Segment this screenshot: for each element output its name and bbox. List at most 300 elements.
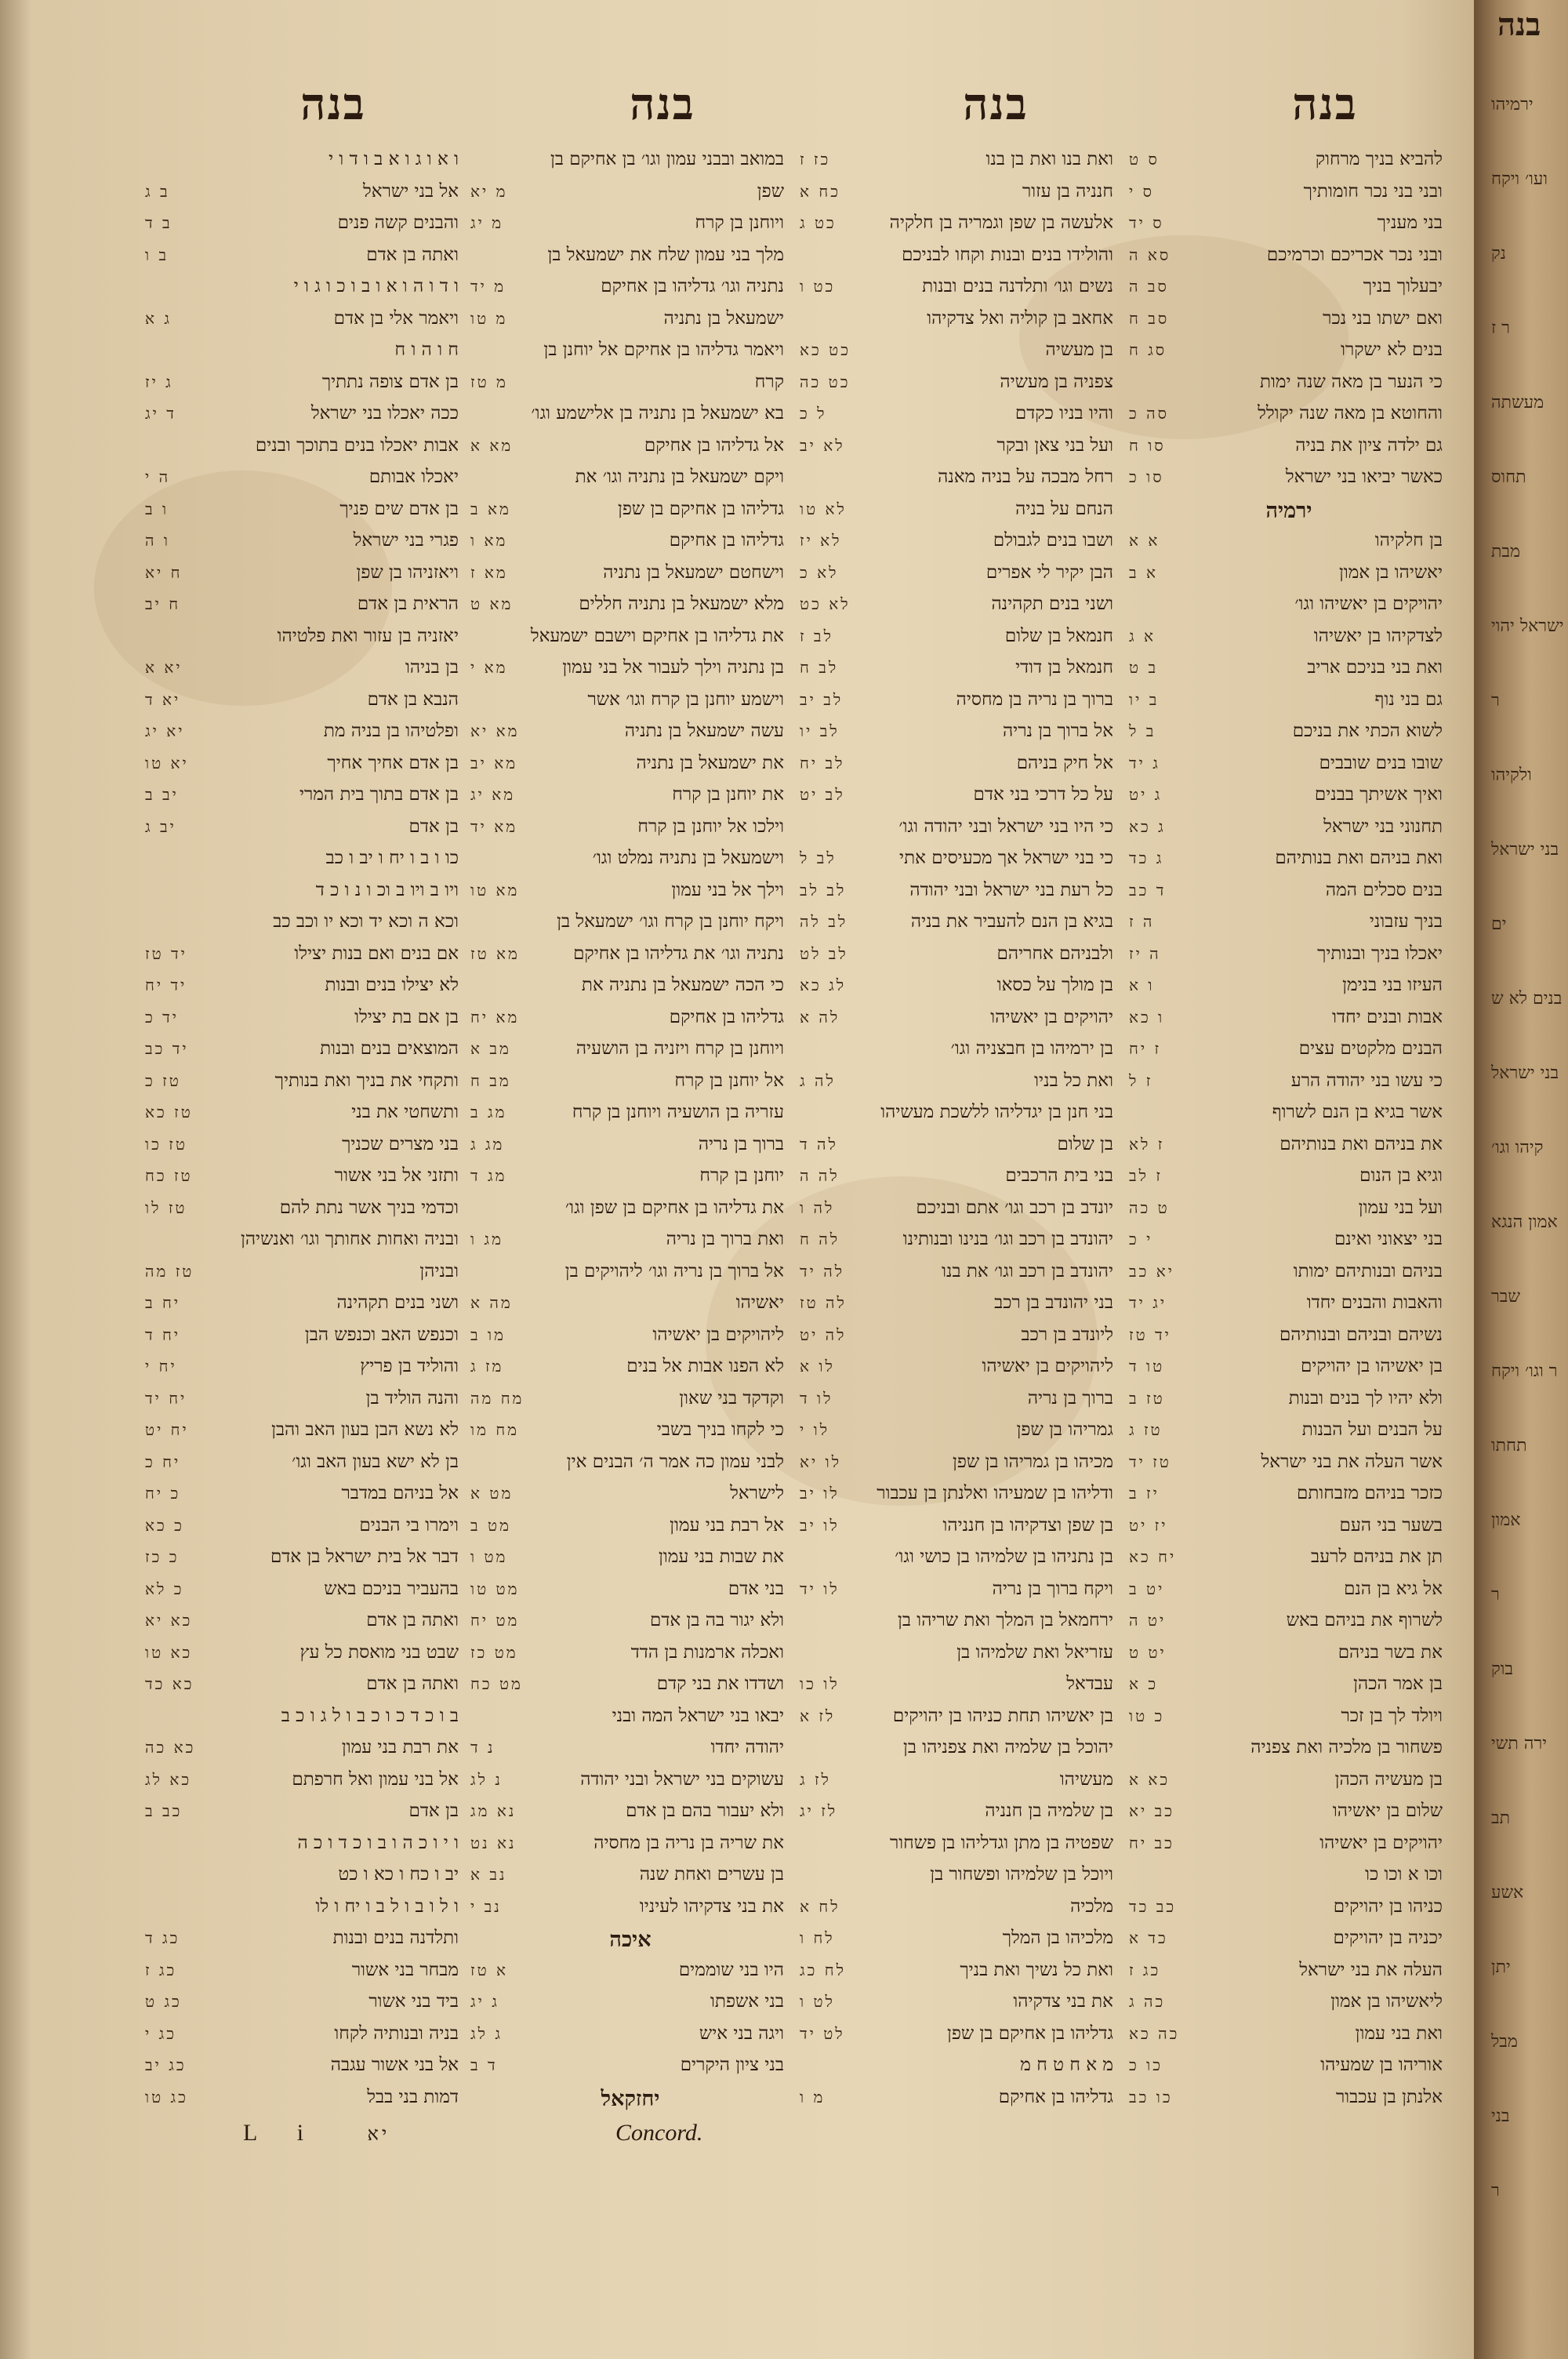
- concordance-entry: [800, 1070, 1113, 1103]
- entry-reference: ח יב: [145, 594, 181, 613]
- entry-text: הנחם על בניה: [1015, 498, 1113, 519]
- entry-text: אשר העלה את בני ישראל: [1261, 1451, 1443, 1472]
- entry-text: ישמעאל בן נתניה: [663, 307, 784, 329]
- entry-reference: יא ד: [145, 689, 181, 709]
- entry-text: בני חנן בן יגדליהו ללשכת מעשיהו: [880, 1102, 1113, 1122]
- entry-text: וישמעאל בן נתניה נמלט וגו׳: [592, 848, 784, 868]
- entry-reference: לא יב: [800, 435, 845, 455]
- entry-text: אבות ובנים יחדו: [1332, 1006, 1443, 1027]
- concordance-entry: [470, 403, 784, 435]
- concordance-entry: [145, 1610, 459, 1642]
- concordance-entry: [470, 149, 784, 181]
- concordance-entry: [800, 1833, 1113, 1865]
- entry-text: בן עשרים ואחת שנה: [639, 1864, 784, 1885]
- entry-text: אל ברוך בן נריה: [1002, 721, 1113, 741]
- entry-text: יהוכל בן שלמיה ואת צפניהו בן: [903, 1737, 1113, 1757]
- entry-text: ושני בנים תקהינה: [991, 594, 1113, 614]
- entry-reference: לו יב: [800, 1515, 840, 1535]
- entry-text: וילכו אל יוחנן בן קרח: [637, 816, 784, 837]
- entry-reference: טז מה: [145, 1261, 194, 1281]
- entry-text: ויאמר גדליהו בן אחיקם אל יוחנן בן: [543, 340, 784, 360]
- entry-reference: מא ו: [470, 531, 508, 550]
- entry-text: יהויקים בן יאשיהו: [1319, 1832, 1443, 1853]
- spine-line: שבר: [1491, 1287, 1520, 1307]
- concordance-entry: [800, 2023, 1113, 2055]
- concordance-entry: [470, 1960, 784, 1992]
- concordance-entry: [800, 372, 1113, 404]
- entry-text: בניה ובנותיה לקחו: [334, 2023, 459, 2044]
- concordance-entry: [800, 1292, 1113, 1325]
- entry-text: את גדליהו בן אחיקם וישבם ישמעאל: [530, 625, 784, 646]
- concordance-entry: [145, 943, 459, 976]
- concordance-entry: [470, 1579, 784, 1611]
- spine-line: ר: [1491, 1585, 1500, 1605]
- entry-text: ככה יאכלו בני ישראל: [310, 403, 459, 423]
- entry-text: בן אדם צופה נתתיך: [321, 371, 459, 392]
- concordance-entry: [470, 816, 784, 849]
- concordance-entry: [800, 1737, 1113, 1769]
- entry-text: בן מולך על כסאו: [996, 975, 1113, 995]
- running-header: בנה: [963, 78, 1029, 130]
- entry-reference: מט כז: [470, 1642, 518, 1662]
- concordance-entry: [1129, 975, 1443, 1007]
- concordance-entry: [1129, 340, 1443, 372]
- concordance-entry: [145, 1737, 459, 1769]
- concordance-entry: [145, 530, 459, 562]
- entry-reference: ג יט: [1129, 785, 1163, 804]
- entry-text: וכו א וכו כו: [1365, 1864, 1443, 1885]
- entry-reference: סב ה: [1129, 277, 1169, 296]
- concordance-entry: [800, 562, 1113, 594]
- concordance-entry: [1129, 657, 1443, 689]
- entry-text: והבנים קשה פנים: [337, 213, 459, 233]
- entry-reference: מא יא: [470, 722, 520, 740]
- entry-text: ואתה בן אדם: [366, 244, 459, 265]
- concordance-entry: [470, 2055, 784, 2087]
- entry-reference: ב ט: [1129, 658, 1159, 677]
- entry-text: בן מעשיה הכהן: [1334, 1768, 1443, 1790]
- entry-reference: לח א: [800, 1896, 840, 1916]
- entry-text: ח ו ה ו ח: [394, 340, 459, 360]
- entry-text: יבעלוך בניך: [1363, 276, 1443, 296]
- concordance-entry: [470, 1388, 784, 1420]
- concordance-entry: [145, 499, 459, 531]
- entry-text: גם ילדה ציון את בניה: [1295, 434, 1443, 456]
- entry-text: גם בני נוף: [1374, 689, 1443, 710]
- spine-line: בוק: [1491, 1659, 1514, 1679]
- spine-line: מעשתה: [1491, 393, 1544, 413]
- concordance-entry: [1129, 2023, 1443, 2055]
- entry-reference: כד א: [1129, 1928, 1168, 1947]
- concordance-entry: [145, 1833, 459, 1865]
- entry-reference: לו ד: [800, 1388, 833, 1408]
- concordance-entry: [1129, 181, 1443, 213]
- entry-text: ואתה בן אדם: [366, 1674, 459, 1694]
- entry-text: כי הכה ישמעאל בן נתניה את: [581, 975, 784, 995]
- spine-line: אמון הנגא: [1491, 1212, 1558, 1232]
- entry-text: בניך עזבוני: [1369, 911, 1443, 932]
- concordance-entry: [800, 848, 1113, 880]
- concordance-entry: [800, 403, 1113, 435]
- entry-reference: לט יד: [800, 2023, 845, 2043]
- concordance-entry: [1129, 594, 1443, 626]
- entry-reference: מא טו: [470, 880, 520, 900]
- concordance-entry: [1129, 1737, 1443, 1769]
- concordance-entry: [800, 784, 1113, 816]
- concordance-entry: [145, 213, 459, 245]
- entry-reference: כ כז: [145, 1547, 180, 1566]
- entry-reference: נא מג: [470, 1801, 517, 1820]
- entry-text: יאשיהו: [735, 1292, 784, 1313]
- entry-text: וכדמי בניך אשר נתת להם: [279, 1197, 459, 1218]
- concordance-entry: [145, 816, 459, 849]
- concordance-entry: [470, 943, 784, 976]
- entry-text: ויקם ישמעאל בן נתניה וגו׳ את: [575, 467, 784, 487]
- entry-reference: לא כט: [800, 594, 851, 613]
- entry-reference: לא טו: [800, 499, 847, 518]
- concordance-entry: [1129, 1801, 1443, 1833]
- entry-text: לבני עמון כה אמר ה׳ הבנים אין: [566, 1451, 784, 1472]
- entry-text: אשר בגיא בן הנם לשרוף: [1272, 1102, 1443, 1122]
- entry-text: והאבות והבנים יחדו: [1306, 1292, 1443, 1313]
- concordance-entry: [800, 975, 1113, 1007]
- spine-line: ישראל יהוי: [1491, 616, 1564, 636]
- entry-text: ב ו כ ד כ ו כ ב ו ל ג ו כ ב: [281, 1705, 459, 1726]
- entry-text: ובניה ואחות אחותך וגו׳ ואנשיהן: [240, 1229, 459, 1249]
- concordance-entry: [1129, 880, 1443, 912]
- concordance-entry: [1129, 530, 1443, 562]
- concordance-entry: [1129, 1165, 1443, 1198]
- entry-reference: ב ו: [145, 245, 169, 264]
- concordance-entry: [1129, 372, 1443, 404]
- entry-reference: מה א: [470, 1293, 513, 1312]
- entry-reference: טז כא: [145, 1103, 193, 1121]
- concordance-entry: [470, 245, 784, 277]
- concordance-entry: [1129, 1515, 1443, 1547]
- concordance-entry: [470, 181, 784, 213]
- entry-column: [470, 149, 784, 2117]
- concordance-entry: [470, 467, 784, 499]
- entry-reference: כט ו: [800, 277, 836, 296]
- entry-text: מבחר בני אשור: [351, 1959, 459, 1980]
- concordance-entry: [145, 1642, 459, 1674]
- entry-reference: מא ב: [470, 499, 511, 518]
- entry-reference: ו ב: [145, 499, 169, 518]
- concordance-entry: [470, 911, 784, 943]
- entry-text: נתניה וגו׳ גדליהו בן אחיקם: [601, 276, 784, 296]
- entry-text: יהונדב בן רכב וגו׳ את בנו: [942, 1260, 1113, 1281]
- entry-reference: טו ד: [1129, 1357, 1165, 1376]
- entry-text: אבות יאכלו בנים בתוכך ובנים: [255, 434, 459, 456]
- entry-reference: כב יא: [1129, 1801, 1175, 1820]
- entry-reference: ב ג: [145, 181, 170, 201]
- entry-text: ולא יעבור בהם בן אדם: [626, 1801, 784, 1821]
- entry-text: פגרי בני ישראל: [353, 530, 459, 551]
- catchword: Concord.: [615, 2120, 703, 2146]
- entry-text: רחל מבכה על בניה מאנה: [938, 467, 1113, 487]
- entry-text: נתניה וגו׳ את גדליהו בן אחיקם: [573, 943, 784, 964]
- entry-reference: מט ב: [470, 1515, 511, 1535]
- concordance-entry: [145, 1928, 459, 1960]
- entry-text: נשים וגו׳ ותלדנה בנים ובנות: [922, 276, 1113, 296]
- concordance-entry: [470, 1642, 784, 1674]
- spine-line: ר ז: [1491, 318, 1510, 338]
- concordance-entry: [145, 1864, 459, 1896]
- entry-text: בניהם ובנותיהם ימותו: [1293, 1260, 1443, 1281]
- entry-reference: יד יח: [145, 976, 187, 994]
- spine-line: בני ישראל: [1491, 840, 1559, 860]
- entry-reference: יא א: [145, 658, 183, 677]
- concordance-entry: [470, 340, 784, 372]
- concordance-entry: [145, 1674, 459, 1706]
- concordance-entry: [800, 2087, 1113, 2118]
- entry-reference: לו יב: [800, 1484, 840, 1503]
- spine-line: מבת: [1491, 542, 1521, 562]
- concordance-entry: [470, 1674, 784, 1706]
- concordance-entry: [1129, 816, 1443, 849]
- entry-reference: מ טו: [470, 308, 508, 328]
- entry-text: את שריה בן נריה בן מחסיה: [593, 1832, 784, 1853]
- entry-reference: לה א: [800, 1007, 840, 1027]
- concordance-entry: [800, 1579, 1113, 1611]
- entry-text: ו י ו כ ה ו ב ו כ ד ו כ ה: [297, 1832, 459, 1853]
- entry-reference: כ טו: [1129, 1706, 1165, 1725]
- concordance-entry: [145, 594, 459, 626]
- entry-reference: טז ב: [1129, 1388, 1165, 1408]
- entry-text: נשיהם ובניהם ובנותיהם: [1279, 1324, 1443, 1345]
- entry-reference: סג ח: [1129, 340, 1167, 359]
- entry-text: אל בני עמון ואל חרפתם: [292, 1768, 459, 1790]
- entry-reference: לב לב: [800, 880, 847, 900]
- entry-text: קרח: [754, 371, 784, 392]
- entry-reference: מג ו: [470, 1230, 503, 1249]
- entry-text: בן שלום: [1057, 1133, 1113, 1154]
- spine-line: ר: [1491, 691, 1500, 711]
- entry-text: ברוך בן נריה בן מחסיה: [956, 689, 1113, 710]
- entry-text: בן חלקיהו: [1374, 530, 1443, 551]
- concordance-entry: [470, 1102, 784, 1134]
- entry-reference: כג ז: [1129, 1960, 1161, 1979]
- entry-text: ויוכל בן שלמיהו ופשחור בן: [930, 1864, 1113, 1885]
- entry-text: דבר אל בית ישראל בן אדם: [270, 1547, 459, 1567]
- concordance-entry: [470, 1769, 784, 1801]
- entry-text: בן בניהו: [405, 657, 459, 678]
- entry-reference: יג יד: [1129, 1293, 1167, 1312]
- entry-reference: יח יט: [145, 1420, 189, 1439]
- entry-reference: יא יג: [145, 722, 185, 740]
- spine-line: ר: [1491, 2181, 1500, 2201]
- entry-reference: כה ג: [1129, 1992, 1166, 2011]
- concordance-entry: [800, 1388, 1113, 1420]
- concordance-entry: [800, 308, 1113, 340]
- entry-reference: לה יד: [800, 1261, 845, 1281]
- entry-reference: א ג: [1129, 626, 1156, 645]
- entry-text: כזכר בניהם מזבחותם: [1297, 1483, 1443, 1503]
- entry-text: ואכלה ארמנות בן הדד: [630, 1641, 784, 1663]
- page-shadow: [0, 0, 31, 2359]
- entry-reference: ג כד: [1129, 849, 1164, 867]
- spine-line: תחוס: [1491, 467, 1526, 487]
- entry-reference: ס ט: [1129, 150, 1160, 169]
- entry-text: שבט בני מואסת כל עץ: [299, 1641, 459, 1663]
- entry-text: על כל דרכי בני אדם: [973, 784, 1113, 805]
- entry-text: בן אדם אחיך אחיך: [327, 752, 459, 773]
- concordance-entry: [145, 1960, 459, 1992]
- entry-text: ושדדו את בני קדם: [656, 1674, 784, 1694]
- concordance-entry: [1129, 911, 1443, 943]
- entry-reference: לה ד: [800, 1134, 838, 1154]
- entry-reference: יח ד: [145, 1325, 181, 1344]
- concordance-entry: [145, 1769, 459, 1801]
- concordance-entry: [470, 721, 784, 753]
- entry-text: לא נשא הבן בעון האב והבן: [271, 1419, 459, 1440]
- concordance-entry: [145, 1261, 459, 1293]
- entry-text: בן נתניהו בן שלמיהו בן כושי וגו׳: [895, 1547, 1113, 1567]
- entry-text: וילך אל בני עמון: [671, 879, 784, 900]
- entry-text: בני מצרים שכניך: [342, 1133, 459, 1154]
- entry-text: והיו בניו כקדם: [1014, 403, 1113, 423]
- entry-reference: ס י: [1129, 181, 1154, 201]
- concordance-entry: [1129, 1325, 1443, 1357]
- entry-reference: טז יד: [1129, 1452, 1171, 1471]
- entry-reference: לז ג: [800, 1769, 831, 1789]
- entry-reference: כב כד: [1129, 1896, 1177, 1916]
- entry-text: ויולד לך בן זכר: [1341, 1705, 1443, 1726]
- spine-line: יתן: [1491, 1957, 1511, 1977]
- concordance-entry: [470, 1896, 784, 1928]
- concordance-entry: [145, 1483, 459, 1515]
- concordance-entry: [145, 403, 459, 435]
- entry-reference: לב ל: [800, 849, 837, 867]
- entry-reference: לה ח: [800, 1230, 840, 1249]
- entry-column: [145, 149, 459, 2117]
- concordance-entry: [145, 1325, 459, 1357]
- signature-mark: [243, 2120, 390, 2146]
- entry-reference: ו א: [1129, 976, 1155, 994]
- concordance-entry: [1129, 149, 1443, 181]
- concordance-entry: [1129, 721, 1443, 753]
- concordance-entry: [145, 1515, 459, 1547]
- concordance-entry: [800, 1706, 1113, 1738]
- entry-text: ובני נכר אכריכם וכרמיכם: [1266, 244, 1443, 265]
- concordance-entry: [800, 1515, 1113, 1547]
- concordance-entry: [800, 1896, 1113, 1928]
- entry-reference: כג ד: [145, 1928, 180, 1947]
- concordance-entry: [800, 1991, 1113, 2023]
- entry-reference: יד טז: [1129, 1325, 1171, 1344]
- entry-reference: כ א: [1129, 1674, 1159, 1693]
- entry-text: חנמאל בן דודי: [1015, 657, 1113, 678]
- entry-reference: כ לא: [145, 1579, 184, 1598]
- spine-line: מבל: [1491, 2032, 1518, 2052]
- entry-text: מ א ח ט ח מ: [1020, 2055, 1113, 2075]
- entry-text: בן אדם: [408, 1801, 459, 1821]
- entry-text: בא ישמעאל בן נתניה בן אלישמע וגו׳: [531, 403, 784, 423]
- entry-text: אחאב בן קוליה ואל צדקיהו: [927, 307, 1113, 329]
- spine-header: בנה: [1497, 6, 1541, 43]
- spine-line: אמון: [1491, 1510, 1521, 1530]
- entry-text: יאשיהו בן אמון: [1338, 562, 1443, 583]
- concordance-entry: [800, 1134, 1113, 1166]
- entry-text: יהויקים בן יאשיהו: [990, 1006, 1113, 1027]
- entry-text: בן נתניה וילך לעבור אל בני עמון: [562, 657, 784, 678]
- entry-reference: כא טו: [145, 1642, 193, 1662]
- entry-reference: נ ד: [470, 1738, 495, 1757]
- entry-text: את יוחנן בן קרח: [672, 784, 784, 805]
- entry-reference: יב ג: [145, 816, 176, 836]
- concordance-entry: [145, 245, 459, 277]
- concordance-entry: [1129, 308, 1443, 340]
- entry-text: המוצאים בנים ובנות: [320, 1038, 459, 1059]
- entry-reference: לג כא: [800, 976, 847, 994]
- entry-reference: ז לב: [1129, 1166, 1163, 1185]
- concordance-entry: [1129, 1547, 1443, 1579]
- entry-text: ואת בנו ואת בן בנו: [985, 149, 1113, 169]
- entry-text: ובני בני נכר חומותיך: [1303, 180, 1443, 202]
- entry-reference: לב לט: [800, 943, 848, 963]
- entry-text: כי לקחו בניך בשבי: [656, 1419, 784, 1440]
- entry-reference: יט ה: [1129, 1611, 1167, 1630]
- entry-text: ליונדב בן רכב: [1021, 1324, 1113, 1345]
- concordance-entry: [800, 753, 1113, 785]
- entry-reference: ט כה: [1129, 1198, 1170, 1217]
- concordance-entry: [1129, 1038, 1443, 1070]
- entry-text: היו בני שוממים: [678, 1959, 784, 1980]
- entry-reference: מ ו: [800, 2087, 826, 2106]
- entry-text: כי בני ישראל אך מכעיסים אתי: [899, 848, 1113, 868]
- entry-text: אם בנים ואם בנות יצילו: [294, 943, 459, 964]
- entry-reference: יט ב: [1129, 1579, 1165, 1598]
- spine-line: בני ישראל: [1491, 1063, 1559, 1083]
- entry-text: ולבניהם אחריהם: [996, 943, 1113, 964]
- concordance-entry: [470, 626, 784, 658]
- entry-text: ליהויקים בן יאשיהו: [982, 1356, 1113, 1376]
- entry-reference: ג א: [145, 308, 172, 328]
- entry-reference: מא יד: [470, 816, 518, 836]
- entry-text: את בשר בניהם: [1338, 1641, 1443, 1663]
- concordance-entry: [1129, 1452, 1443, 1484]
- entry-reference: ו ה: [145, 531, 170, 550]
- entry-text: מלא ישמעאל בן נתניה חללים: [579, 594, 784, 614]
- concordance-entry: [800, 213, 1113, 245]
- entry-reference: ו כא: [1129, 1007, 1165, 1027]
- concordance-entry: [470, 1165, 784, 1198]
- entry-reference: כא יא: [145, 1611, 193, 1630]
- concordance-entry: [800, 1547, 1113, 1579]
- entry-text: בני יהונדב בן רכב: [994, 1292, 1113, 1313]
- concordance-entry: [145, 1292, 459, 1325]
- concordance-entry: [470, 435, 784, 467]
- entry-reference: מ יג: [470, 213, 504, 232]
- entry-text: וגיא בן הנום: [1359, 1165, 1443, 1186]
- entry-text: תחנוני בני ישראל: [1323, 816, 1443, 837]
- concordance-entry: [800, 1483, 1113, 1515]
- entry-text: גדליהו בן אחיקם בן שפן: [947, 2023, 1113, 2044]
- entry-text: גדליהו בן אחיקם בן שפן: [618, 498, 784, 519]
- concordance-entry: [470, 1292, 784, 1325]
- entry-text: ירמיה: [1265, 498, 1312, 523]
- concordance-entry: [145, 848, 459, 880]
- entry-text: עזריה בן הושעיה ויוחנן בן קרח: [572, 1102, 784, 1122]
- concordance-entry: [800, 1198, 1113, 1230]
- entry-text: בן יאשיהו בן יהויקים: [1301, 1356, 1443, 1376]
- entry-text: את שבות בני עמון: [658, 1547, 784, 1567]
- entry-text: מלכיה: [1070, 1896, 1113, 1917]
- entry-reference: כ כא: [145, 1515, 184, 1535]
- entry-reference: טז כח: [145, 1166, 193, 1185]
- concordance-entry: [1129, 276, 1443, 308]
- entry-text: גדליהו בן אחיקם: [669, 530, 784, 551]
